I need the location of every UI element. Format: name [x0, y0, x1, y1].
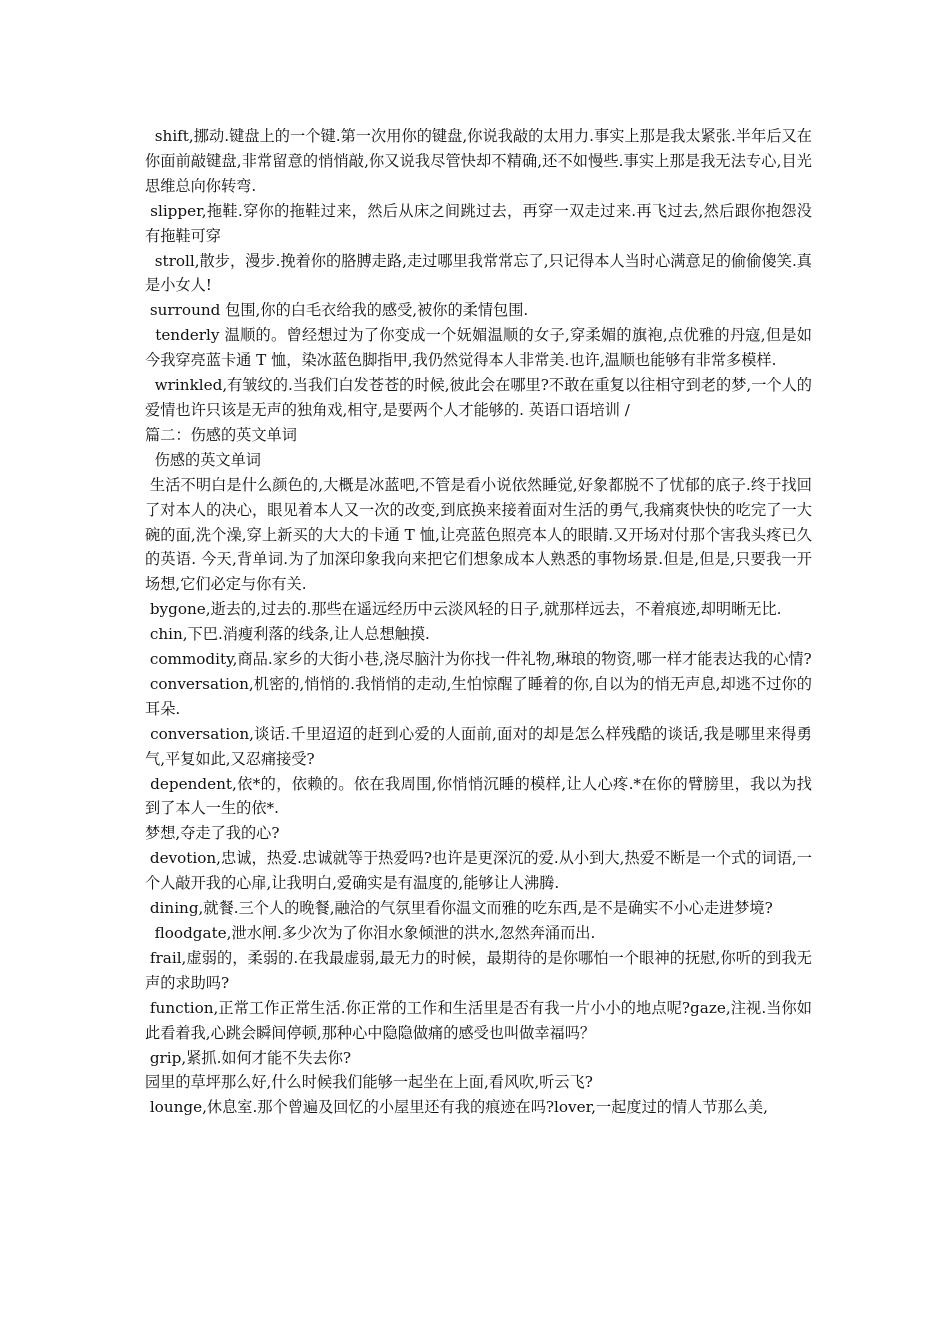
paragraph-stroll: stroll,散步，漫步.挽着你的胳膊走路,走过哪里我常常忘了,只记得本人当时心满意足的偷偷傻笑.真是小女人!: [145, 251, 812, 295]
paragraph-lounge: lounge,休息室.那个曾遍及回忆的小屋里还有我的痕迹在吗?lover,一起度过的情人节那么美,: [145, 1098, 768, 1117]
paragraph-bygone: bygone,逝去的,过去的.那些在遥远经历中云淡风轻的日子,就那样远去，不着痕迹,却明晰无比.: [145, 600, 782, 619]
paragraph-conversation-talk: conversation,谈话.千里迢迢的赶到心爱的人面前,面对的却是怎么样残酷的谈话,我是哪里来得勇气,平复如此,又忍痛接受?: [145, 724, 812, 768]
paragraph-chin: chin,下巴.消瘦利落的线条,让人总想触摸.: [145, 625, 430, 644]
paragraph-tenderly: tenderly 温顺的。曾经想过为了你变成一个妩媚温顺的女子,穿柔媚的旗袍,点优雅的丹寇,但是如今我穿亮蓝卡通 T 恤，染冰蓝色脚指甲,我仍然觉得本人非常美.也许,温顺也能够有非常多模样.: [145, 326, 812, 370]
paragraph-intro: 生活不明白是什么颜色的,大概是冰蓝吧,不管是看小说依然睡觉,好象都脱不了忧郁的底子.终于找回了对本人的决心，眼见着本人又一次的改变,到底换来接着面对生活的勇气,我痛爽快快的吃完了一大碗的面,洗个澡,穿上新买的大大的卡通 T 恤,让亮蓝色照亮本人的眼睛.又开场对付那个害我头疼已久的英语. 今天,背单词.为了加深印象我向来把它们想象成本人熟悉的事物场景.但是,但是,只要我一开场想,它们必定与你有关.: [145, 475, 812, 594]
section-subtitle: 伤感的英文单词: [145, 450, 261, 469]
paragraph-slipper: slipper,拖鞋.穿你的拖鞋过来，然后从床之间跳过去，再穿一双走过来.再飞过去,然后跟你抱怨没有拖鞋可穿: [145, 201, 812, 245]
paragraph-dependent: dependent,依*的，依赖的。依在我周围,你悄悄沉睡的模样,让人心疼.*在你的臂膀里，我以为找到了本人一生的依*.: [145, 774, 812, 818]
paragraph-commodity: commodity,商品.家乡的大街小巷,浇尽脑汁为你找一件礼物,琳琅的物资,哪一样才能表达我的心情?: [145, 650, 812, 669]
paragraph-dining: dining,就餐.三个人的晚餐,融洽的气氛里看你温文而雅的吃东西,是不是确实不小心走进梦境?: [145, 899, 773, 918]
paragraph-grip: grip,紧抓.如何才能不失去你?: [145, 1048, 352, 1067]
paragraph-frail: frail,虚弱的，柔弱的.在我最虚弱,最无力的时候，最期待的是你哪怕一个眼神的抚慰,你听的到我无声的求助吗?: [145, 948, 812, 992]
paragraph-wrinkled: wrinkled,有皱纹的.当我们白发苍苍的时候,彼此会在哪里?不敢在重复以往相守到老的梦,一个人的爱情也许只该是无声的独角戏,相守,是要两个人才能够的. 英语口语培训 /: [145, 376, 812, 419]
document-body: [145, 124, 812, 1120]
paragraph-function: function,正常工作正常生活.你正常的工作和生活里是否有我一片小小的地点呢?gaze,注视.当你如此看着我,心跳会瞬间停顿,那种心中隐隐做痛的感受也叫做幸福吗？: [145, 998, 812, 1042]
paragraph-dream: 梦想,夺走了我的心?: [145, 824, 280, 843]
paragraph-surround: surround 包围,你的白毛衣给我的感受,被你的柔情包围.: [145, 301, 529, 320]
paragraph-lawn: 园里的草坪那么好,什么时候我们能够一起坐在上面,看风吹,听云飞?: [145, 1073, 593, 1092]
section-heading: 篇二：伤感的英文单词: [145, 425, 297, 444]
paragraph-devotion: devotion,忠诚，热爱.忠诚就等于热爱吗?也许是更深沉的爱.从小到大,热爱不断是一个式的词语,一个人敲开我的心扉,让我明白,爱确实是有温度的,能够让人沸腾.: [145, 849, 812, 893]
paragraph-floodgate: floodgate,泄水闸.多少次为了你泪水象倾泄的洪水,忽然奔涌而出.: [145, 924, 596, 942]
paragraph-shift: shift,挪动.键盘上的一个键.第一次用你的键盘,你说我敲的太用力.事实上那是我太紧张.半年后又在你面前敲键盘,非常留意的悄悄敲,你又说我尽管快却不精确,还不如慢些.事实上那是我无法专心,目光思维总向你转弯.: [145, 127, 812, 195]
paragraph-conversation-secret: conversation,机密的,悄悄的.我悄悄的走动,生怕惊醒了睡着的你,自以为的悄无声息,却逃不过你的耳朵.: [145, 674, 812, 718]
